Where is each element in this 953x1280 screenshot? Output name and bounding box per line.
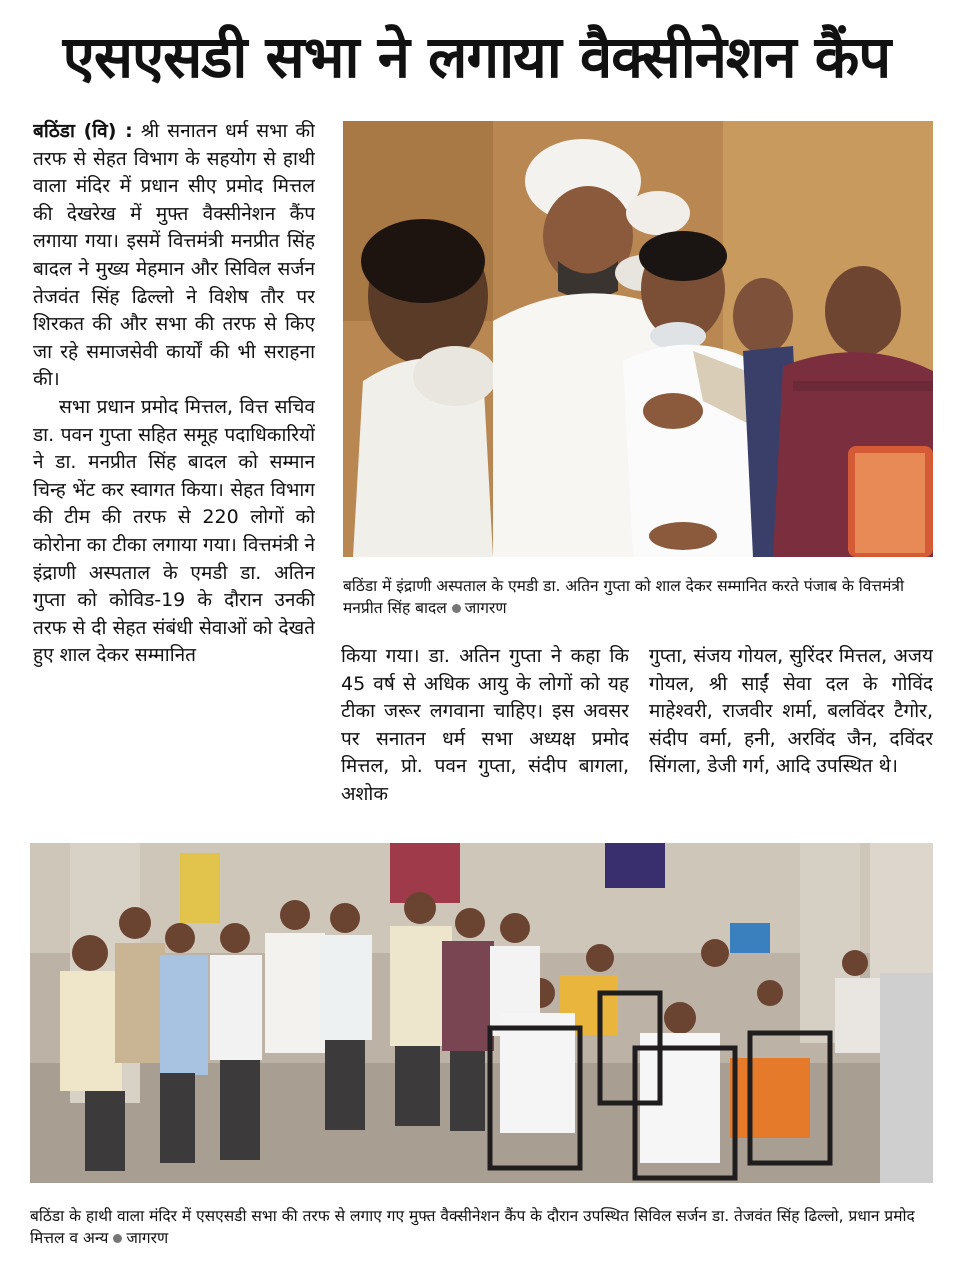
- bullet-dot-icon: [113, 1234, 122, 1243]
- photo1-caption: [343, 575, 935, 619]
- photo2-caption-text: बठिंडा के हाथी वाला मंदिर में एसएसडी सभा की तरफ से लगाए गए मुफ्त वैक्सीनेशन कैंप के दौरान उपस्थित सिविल सर्जन डा. तेजवंत सिंह ढिल्लो, प्रधान प्रमोद मित्तल व अन्य: [30, 1207, 915, 1247]
- photo-vaccination-camp-group: [30, 843, 933, 1183]
- photo2-credit: जागरण: [126, 1229, 169, 1247]
- article-paragraph-2: सभा प्रधान प्रमोद मित्तल, वित्त सचिव डा. पवन गुप्ता सहित समूह पदाधिकारियों ने डा. मनप्रीत सिंह बादल को सम्मान चिन्ह भेंट कर स्वागत किया। सेहत विभाग की टीम की तरफ से 220 लोगों को कोरोना का टीका लगाया गया। वित्तमंत्री ने इंद्राणी अस्पताल के एमडी डा. अतिन गुप्ता को कोविड-19 के दौरान उनकी तरफ से दी सेहत संबंधी सेवाओं को देखते हुए शाल देकर सम्मानित: [33, 395, 315, 667]
- dateline: बठिंडा (वि) :: [33, 120, 133, 142]
- article-paragraph-1: [33, 118, 315, 394]
- article-column-3: [649, 643, 933, 828]
- article-paragraph-3: किया गया। डा. अतिन गुप्ता ने कहा कि 45 वर्ष से अधिक आयु के लोगों को यह टीका जरूर लगवाना चाहिए। इस अवसर पर सनातन धर्म सभा अध्यक्ष प्रमोद मित्तल, प्रो. पवन गुप्ता, संदीप बागला, अशोक: [341, 645, 629, 805]
- photo2-caption: [30, 1205, 935, 1249]
- photo1-caption-text: बठिंडा में इंद्राणी अस्पताल के एमडी डा. अतिन गुप्ता को शाल देकर सम्मानित करते पंजाब के वित्तमंत्री मनप्रीत सिंह बादल: [343, 577, 904, 617]
- article-column-2: [341, 643, 629, 828]
- article-column-1: [33, 118, 315, 824]
- photo2-illustration: [30, 843, 933, 1183]
- photo1-illustration: [343, 121, 933, 557]
- photo-minister-honoring-doctor: [343, 121, 933, 557]
- paragraph-1-text: श्री सनातन धर्म सभा की तरफ से सेहत विभाग के सहयोग से हाथी वाला मंदिर में प्रधान सीए प्रमोद मित्तल की देखरेख में मुफ्त वैक्सीनेशन कैंप लगाया गया। इसमें वित्तमंत्री मनप्रीत सिंह बादल ने मुख्य मेहमान और सिविल सर्जन तेजवंत सिंह ढिल्लो ने विशेष तौर पर शिरकत की और सभा की तरफ से किए जा रहे समाजसेवी कार्यों की भी सराहना की।: [33, 120, 315, 391]
- article-paragraph-4: गुप्ता, संजय गोयल, सुरिंदर मित्तल, अजय गोयल, श्री साईं सेवा दल के गोविंद माहेश्वरी, राजवीर शर्मा, बलविंदर टैगोर, संदीप वर्मा, हनी, अरविंद जैन, दविंदर सिंगला, डेजी गर्ग, आदि उपस्थित थे।: [649, 645, 933, 778]
- bullet-dot-icon: [452, 604, 461, 613]
- photo1-credit: जागरण: [464, 599, 507, 617]
- headline: एसएसडी सभा ने लगाया वैक्सीनेशन कैंप: [62, 22, 891, 91]
